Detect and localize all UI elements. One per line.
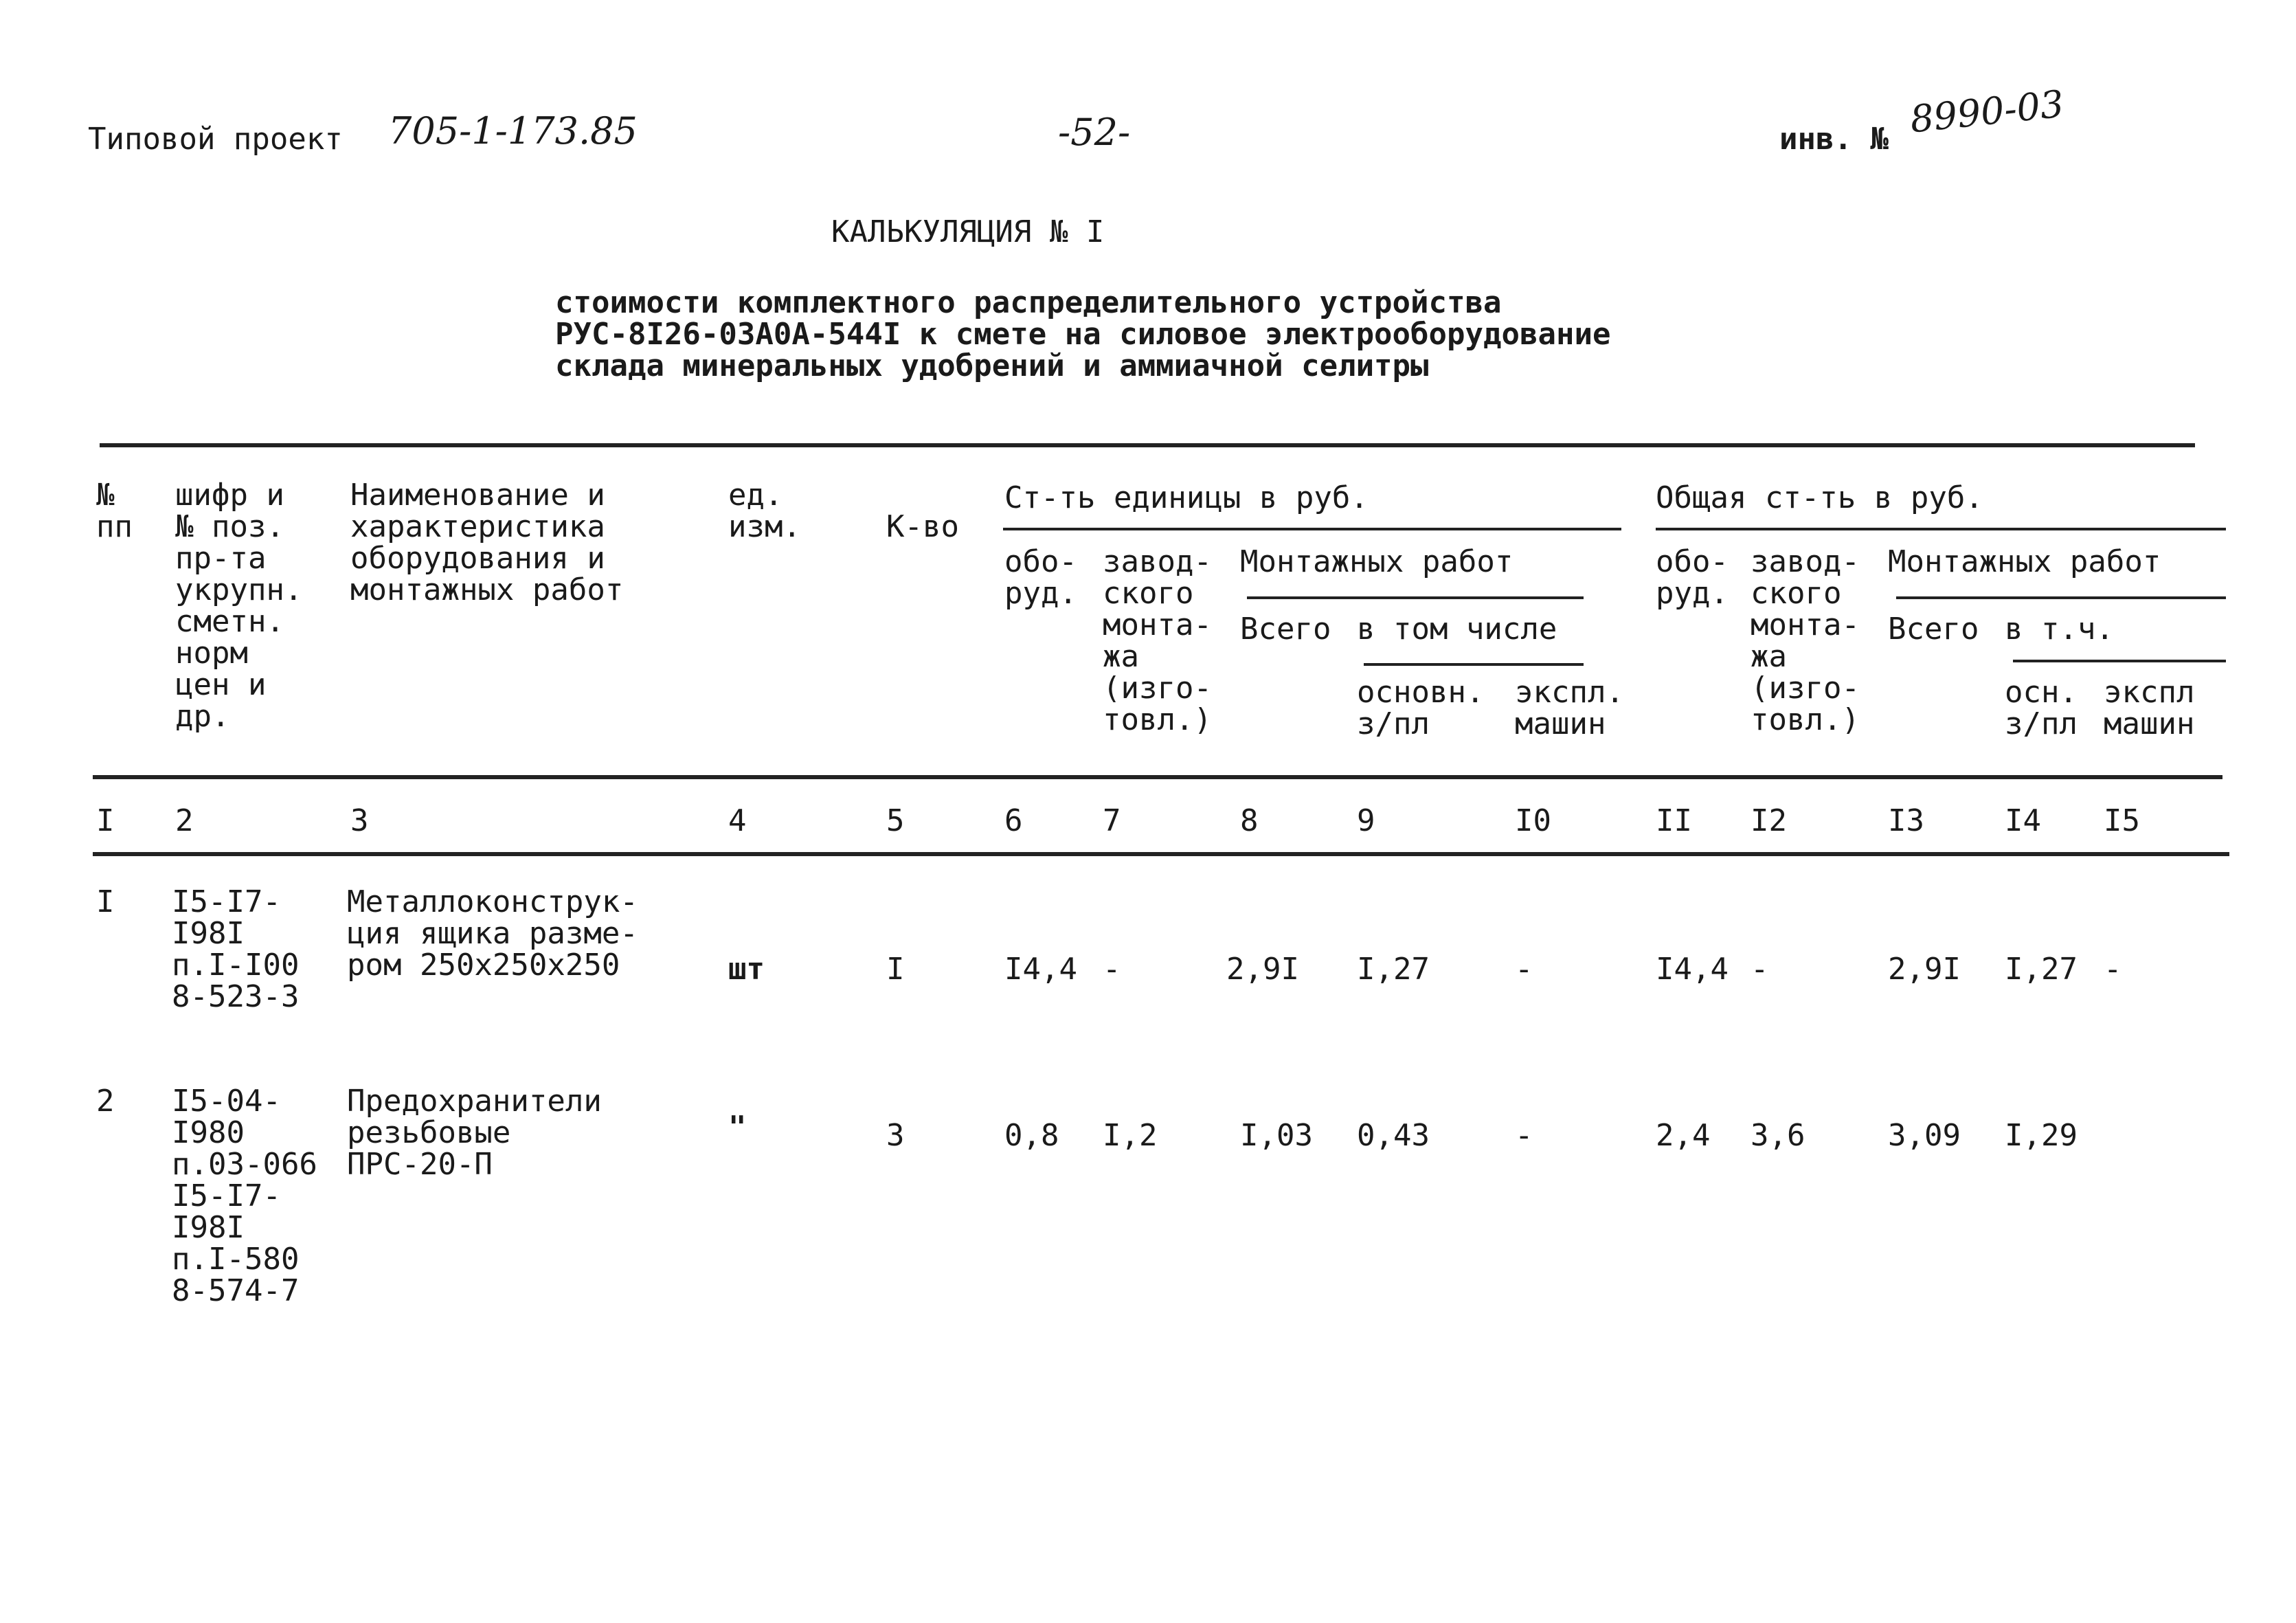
col4-header-2: изм.: [728, 509, 801, 544]
unit-factory-header-1: завод-: [1103, 544, 1212, 579]
row-total-equip: 2,4: [1656, 1118, 1711, 1153]
unit-basic-header-2: з/пл: [1357, 706, 1430, 741]
row-number: I: [96, 884, 115, 919]
total-factory-header-3: монта-: [1751, 607, 1860, 642]
col3-header-3: оборудования и: [350, 541, 605, 576]
row-code: I5-I7-: [172, 1178, 281, 1213]
total-expl-header-1: экспл: [2104, 675, 2195, 710]
col-number-rule: [93, 852, 2229, 856]
subtitle-line-2: РУС-8I26-03А0А-544I к смете на силовое электрооборудование: [555, 317, 1611, 352]
total-total-header: Всего: [1888, 612, 1979, 647]
col-number-3: 3: [350, 803, 369, 838]
row-basic: I,27: [1357, 952, 1430, 987]
total-basic-header-2: з/пл: [2005, 706, 2078, 741]
page-number: -52-: [1058, 111, 1131, 154]
row-code: I5-04-: [172, 1084, 281, 1119]
col-number-1: I: [96, 803, 115, 838]
unit-incl-header: в том числе: [1357, 612, 1557, 647]
row-equip: 0,8: [1004, 1118, 1059, 1153]
unit-incl-rule: [1364, 663, 1584, 666]
row-mount-total: I,03: [1240, 1118, 1313, 1153]
col2-header-7: цен и: [175, 667, 267, 702]
subtitle-line-3: склада минеральных удобрений и аммиачной селитры: [555, 348, 1429, 383]
col1-header-2: пп: [96, 509, 133, 544]
row-qty: I: [886, 952, 905, 987]
row-code: 8-523-3: [172, 979, 300, 1014]
row-total-mount: 2,9I: [1888, 952, 1961, 987]
row-total-expl: -: [2104, 952, 2122, 987]
col1-header-1: №: [96, 478, 115, 513]
unit-factory-header-3: монта-: [1103, 607, 1212, 642]
row-basic: 0,43: [1357, 1118, 1430, 1153]
col-number-11: II: [1656, 803, 1692, 838]
col5-header: К-во: [886, 509, 959, 544]
col3-header-4: монтажных работ: [350, 572, 624, 607]
col-number-5: 5: [886, 803, 905, 838]
row-name: Предохранители: [347, 1084, 602, 1119]
col-number-10: I0: [1515, 803, 1551, 838]
row-factory: I,2: [1103, 1118, 1158, 1153]
row-total-factory: 3,6: [1751, 1118, 1805, 1153]
col2-header-2: № поз.: [175, 509, 284, 544]
total-basic-header-1: осн.: [2005, 675, 2078, 710]
row-code: п.03-066: [172, 1147, 317, 1182]
total-cost-group-header: Общая ст-ть в руб.: [1656, 480, 1983, 515]
col-number-14: I4: [2005, 803, 2041, 838]
inv-label: инв. №: [1779, 122, 1889, 157]
col2-header-1: шифр и: [175, 478, 284, 513]
subtitle-line-1: стоимости комплектного распределительного устройства: [555, 285, 1502, 320]
document-title: КАЛЬКУЛЯЦИЯ № I: [831, 214, 1105, 249]
unit-expl-header-1: экспл.: [1515, 675, 1624, 710]
col-number-7: 7: [1103, 803, 1121, 838]
row-number: 2: [96, 1084, 115, 1119]
row-total-equip: I4,4: [1656, 952, 1729, 987]
total-expl-header-2: машин: [2104, 706, 2195, 741]
row-total-factory: -: [1751, 952, 1769, 987]
project-number: 705-1-173.85: [388, 109, 638, 153]
total-mount-header: Монтажных работ: [1888, 544, 2161, 579]
total-factory-header-1: завод-: [1751, 544, 1860, 579]
row-expl: -: [1515, 952, 1533, 987]
row-total-mount: 3,09: [1888, 1118, 1961, 1153]
total-factory-header-2: ского: [1751, 576, 1842, 611]
col2-header-6: норм: [175, 636, 248, 671]
total-factory-header-6: товл.): [1751, 702, 1860, 737]
col-number-2: 2: [175, 803, 194, 838]
col-number-4: 4: [728, 803, 747, 838]
row-name: резьбовые: [347, 1115, 511, 1150]
unit-basic-header-1: основн.: [1357, 675, 1485, 710]
unit-expl-header-2: машин: [1515, 706, 1606, 741]
total-incl-header: в т.ч.: [2005, 612, 2114, 647]
unit-equip-header-2: руд.: [1004, 576, 1077, 611]
total-equip-header-2: руд.: [1656, 576, 1729, 611]
row-equip: I4,4: [1004, 952, 1077, 987]
col2-header-5: сметн.: [175, 604, 284, 639]
row-code: I98I: [172, 916, 245, 951]
total-factory-header-4: жа: [1751, 639, 1787, 674]
col-number-12: I2: [1751, 803, 1787, 838]
unit-total-header: Всего: [1240, 612, 1331, 647]
inv-number: 8990-03: [1908, 82, 2067, 142]
unit-cost-group-header: Ст-ть единицы в руб.: [1004, 480, 1369, 515]
col2-header-4: укрупн.: [175, 572, 303, 607]
total-equip-header-1: обо-: [1656, 544, 1729, 579]
row-name: ром 250х250х250: [347, 948, 620, 983]
row-unit: шт: [728, 952, 765, 987]
row-code: п.I-580: [172, 1242, 300, 1277]
total-factory-header-5: (изго-: [1751, 671, 1860, 706]
unit-mount-rule: [1247, 596, 1584, 599]
row-code: п.I-I00: [172, 948, 300, 983]
col3-header-1: Наименование и: [350, 478, 605, 513]
unit-mount-header: Монтажных работ: [1240, 544, 1513, 579]
col-number-9: 9: [1357, 803, 1375, 838]
total-group-rule: [1656, 528, 2226, 530]
row-code: I5-I7-: [172, 884, 281, 919]
unit-equip-header-1: обо-: [1004, 544, 1077, 579]
row-total-basic: I,29: [2005, 1118, 2078, 1153]
row-name: Металлоконструк-: [347, 884, 638, 919]
row-expl: -: [1515, 1118, 1533, 1153]
row-factory: -: [1103, 952, 1121, 987]
row-qty: 3: [886, 1118, 905, 1153]
row-name: ция ящика разме-: [347, 916, 638, 951]
unit-factory-header-6: товл.): [1103, 702, 1212, 737]
unit-factory-header-4: жа: [1103, 639, 1139, 674]
col4-header-1: ед.: [728, 478, 783, 513]
row-code: I980: [172, 1115, 245, 1150]
col-number-8: 8: [1240, 803, 1259, 838]
col2-header-3: пр-та: [175, 541, 267, 576]
table-top-rule: [100, 443, 2195, 447]
row-total-basic: I,27: [2005, 952, 2078, 987]
col-number-13: I3: [1888, 803, 1924, 838]
row-name: ПРС-20-П: [347, 1147, 493, 1182]
col2-header-8: др.: [175, 699, 230, 734]
col-number-6: 6: [1004, 803, 1023, 838]
row-unit: ": [728, 1110, 747, 1145]
unit-factory-header-5: (изго-: [1103, 671, 1212, 706]
row-code: 8-574-7: [172, 1273, 300, 1308]
unit-group-rule: [1003, 528, 1621, 530]
unit-factory-header-2: ского: [1103, 576, 1194, 611]
total-mount-rule: [1896, 596, 2226, 599]
header-bottom-rule: [93, 775, 2222, 779]
row-mount-total: 2,9I: [1226, 952, 1299, 987]
col-number-15: I5: [2104, 803, 2140, 838]
col3-header-2: характеристика: [350, 509, 605, 544]
row-code: I98I: [172, 1210, 245, 1245]
total-incl-rule: [2013, 660, 2226, 662]
project-label: Типовой проект: [88, 122, 343, 157]
